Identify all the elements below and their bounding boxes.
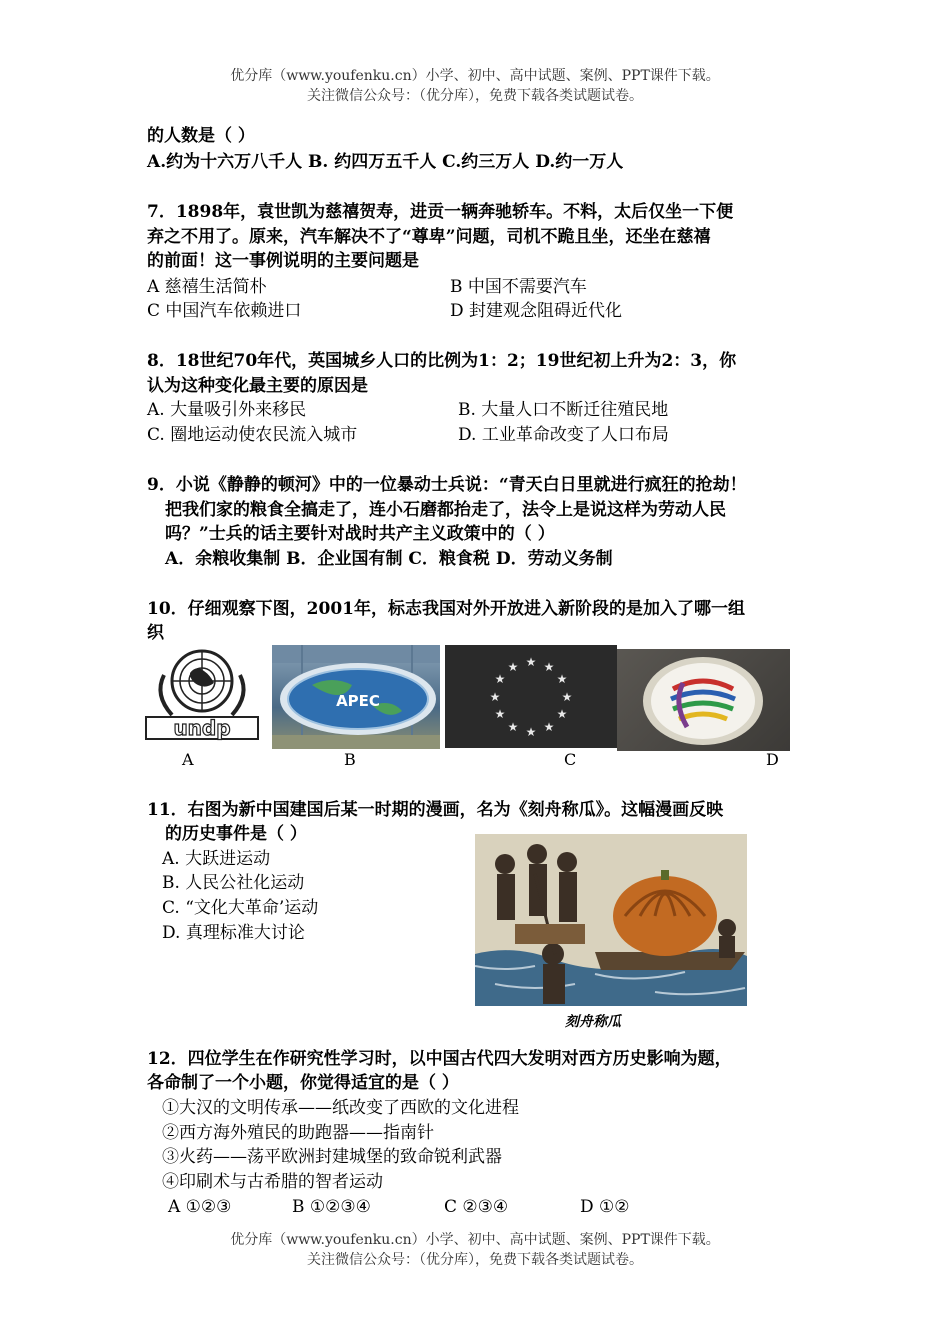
svg-text:★: ★ [556, 707, 568, 721]
q11-option-c: C. “文化大革命’运动 [162, 898, 319, 918]
un-emblem-icon [142, 645, 262, 745]
logo-apec [272, 645, 440, 749]
q12-line-1: 12．四位学生在作研究性学习时，以中国古代四大发明对西方历史影响为题， [147, 1049, 732, 1069]
q11-option-d: D. 真理标准大讨论 [162, 923, 305, 943]
q12-item-1: ①大汉的文明传承——纸改变了西欧的文化进程 [162, 1098, 519, 1118]
q10-line-1: 10．仔细观察下图，2001年，标志我国对外开放进入新阶段的是加入了哪一组 [147, 599, 745, 619]
q12-line-2: 各命制了一个小题，你觉得适宜的是（ ） [147, 1073, 459, 1093]
svg-text:★: ★ [525, 725, 537, 739]
q11-line-2: 的历史事件是（ ） [165, 824, 307, 844]
q6-tail: 的人数是（ ） [147, 126, 255, 146]
q10-label-a: A [182, 750, 194, 769]
q10-label-d: D [766, 750, 779, 769]
q10-label-b: B [344, 750, 356, 769]
q7-option-d: D 封建观念阻碍近代化 [450, 301, 623, 321]
eu-stars-icon [445, 645, 617, 748]
q9-options: A．余粮收集制 B．企业国有制 C．粮食税 D．劳动义务制 [165, 549, 613, 569]
q8-option-c: C. 圈地运动使农民流入城市 [147, 425, 358, 445]
q7-option-a: A 慈禧生活简朴 [147, 277, 267, 297]
q9-line-3: 吗？”士兵的话主要针对战时共产主义政策中的（ ） [165, 524, 555, 544]
q9-line-2: 把我们家的粮食全搞走了，连小石磨都抬走了，法令上是说这样为劳动人民 [165, 500, 726, 520]
cartoon-image [475, 834, 747, 1006]
logo-undp [142, 645, 262, 745]
footer-line-1: 优分库（www.youfenku.cn）小学、初中、高中试题、案例、PPT课件下载。 [230, 1232, 720, 1248]
svg-text:★: ★ [494, 707, 506, 721]
undp-logo-text: undp [173, 716, 231, 740]
q12-item-4: ④印刷术与古希腊的智者运动 [162, 1172, 383, 1192]
q11-line-1: 11．右图为新中国建国后某一时期的漫画，名为《刻舟称瓜》。这幅漫画反映 [147, 800, 724, 820]
svg-text:★: ★ [561, 690, 573, 704]
logo-eu [445, 645, 617, 748]
svg-text:★: ★ [556, 672, 568, 686]
header-line-2: 关注微信公众号：（优分库），免费下载各类试题试卷。 [307, 88, 643, 104]
q10-label-c: C [564, 750, 577, 769]
q12-item-3: ③火药——荡平欧洲封建城堡的致命锐利武器 [162, 1147, 502, 1167]
q7-line-2: 弃之不用了。原来，汽车解决不了“尊卑”问题，司机不跪且坐，还坐在慈禧 [147, 227, 711, 247]
q11-option-b: B. 人民公社化运动 [162, 873, 305, 893]
q9-line-1: 9．小说《静静的顿河》中的一位暴动士兵说：“青天白日里就进行疯狂的抢劫！ [147, 475, 747, 495]
cartoon-caption: 刻舟称瓜 [565, 1014, 621, 1030]
footer-line-2: 关注微信公众号：（优分库），免费下载各类试题试卷。 [307, 1252, 643, 1268]
q8-option-d: D. 工业革命改变了人口布局 [458, 425, 669, 445]
q12-option-b: B ①②③④ [292, 1197, 371, 1217]
logo-wto [617, 649, 790, 751]
q8-option-b: B. 大量人口不断迁往殖民地 [458, 400, 669, 420]
wto-emblem-icon [617, 649, 790, 751]
q6-options: A.约为十六万八千人 B. 约四万五千人 C.约三万人 D.约一万人 [147, 152, 624, 172]
svg-text:★: ★ [507, 720, 519, 734]
q8-line-1: 8．18世纪70年代，英国城乡人口的比例为1：2；19世纪初上升为2：3，你 [147, 351, 737, 371]
q12-option-d: D ①② [580, 1197, 630, 1217]
q12-item-2: ②西方海外殖民的助跑器——指南针 [162, 1123, 434, 1143]
svg-text:★: ★ [543, 660, 555, 674]
header-line-1: 优分库（www.youfenku.cn）小学、初中、高中试题、案例、PPT课件下载。 [230, 68, 720, 84]
q7-line-3: 的前面！这一事例说明的主要问题是 [147, 251, 419, 271]
q12-option-a: A ①②③ [168, 1197, 232, 1217]
q10-line-2: 织 [147, 623, 164, 643]
apec-logo-text: APEC [336, 692, 380, 710]
svg-text:★: ★ [489, 690, 501, 704]
q8-line-2: 认为这种变化最主要的原因是 [147, 376, 368, 396]
q11-option-a: A. 大跃进运动 [162, 849, 271, 869]
q7-option-c: C 中国汽车依赖进口 [147, 301, 302, 321]
apec-globe-icon [272, 645, 440, 749]
q7-line-1: 7．1898年，袁世凯为慈禧贺寿，进贡一辆奔驰轿车。不料，太后仅坐一下便 [147, 202, 734, 222]
q7-option-b: B 中国不需要汽车 [450, 277, 587, 297]
svg-text:★: ★ [525, 655, 537, 669]
svg-text:★: ★ [494, 672, 506, 686]
q8-option-a: A. 大量吸引外来移民 [147, 400, 307, 420]
pumpkin-boat-cartoon-icon [475, 834, 747, 1006]
q12-option-c: C ②③④ [444, 1197, 509, 1217]
svg-text:★: ★ [507, 660, 519, 674]
svg-text:★: ★ [543, 720, 555, 734]
